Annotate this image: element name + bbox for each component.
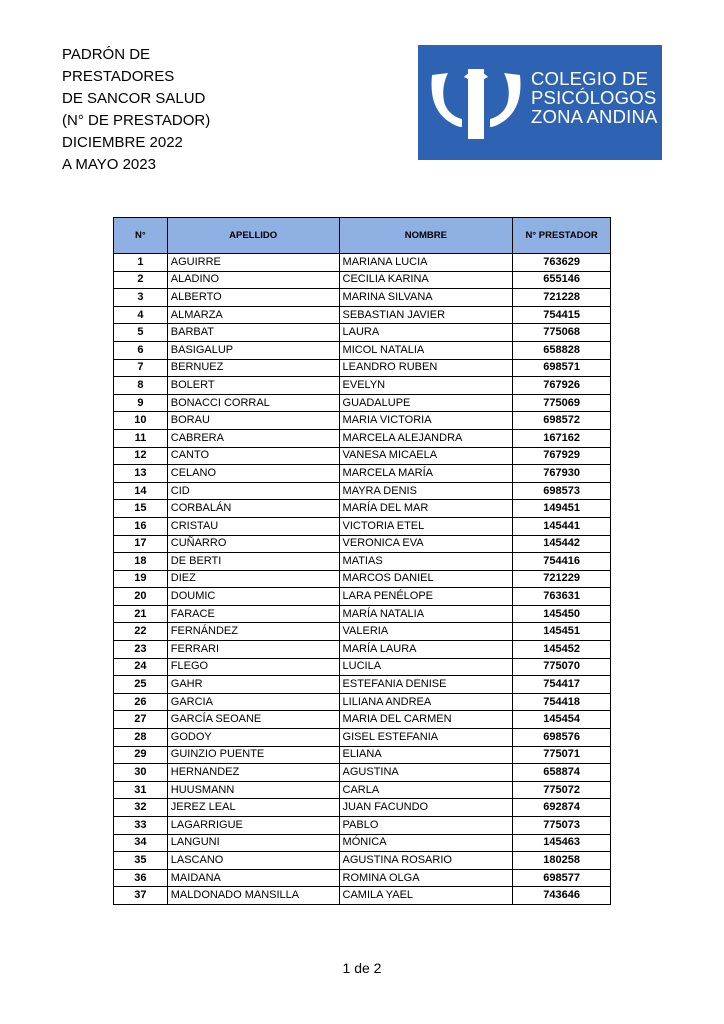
provider-number-cell: 145450 <box>513 605 611 623</box>
table-header-row <box>114 218 611 254</box>
title-line: (N° DE PRESTADOR) <box>62 112 211 129</box>
name-cell: GUADALUPE <box>339 394 513 412</box>
name-cell: LUCILA <box>339 658 513 676</box>
name-cell: ROMINA OLGA <box>339 869 513 887</box>
surname-cell: LANGUNI <box>167 834 339 852</box>
surname-cell: HUUSMANN <box>167 781 339 799</box>
surname-cell: BARBAT <box>167 324 339 342</box>
table-row <box>114 641 611 659</box>
surname-cell: GARCIA <box>167 693 339 711</box>
name-cell: VERONICA EVA <box>339 535 513 553</box>
name-cell: SEBASTIAN JAVIER <box>339 306 513 324</box>
surname-cell: FARACE <box>167 605 339 623</box>
table-row <box>114 869 611 887</box>
name-cell: VICTORIA ETEL <box>339 517 513 535</box>
provider-number-cell: 721229 <box>513 570 611 588</box>
provider-number-cell: 145452 <box>513 641 611 659</box>
name-cell: MARCOS DANIEL <box>339 570 513 588</box>
surname-cell: BONACCI CORRAL <box>167 394 339 412</box>
surname-cell: GAHR <box>167 676 339 694</box>
name-cell: MAYRA DENIS <box>339 482 513 500</box>
logo-text-line: ZONA ANDINA <box>531 106 658 127</box>
table-row <box>114 482 611 500</box>
document-title <box>62 44 210 176</box>
name-cell: EVELYN <box>339 377 513 395</box>
table-row <box>114 623 611 641</box>
table-row <box>114 693 611 711</box>
provider-number-cell: 167162 <box>513 429 611 447</box>
provider-number-cell: 775068 <box>513 324 611 342</box>
column-header-surname: APELLIDO <box>167 218 339 254</box>
provider-number-cell: 145463 <box>513 834 611 852</box>
name-cell: LILIANA ANDREA <box>339 693 513 711</box>
surname-cell: CUÑARRO <box>167 535 339 553</box>
surname-cell: CANTO <box>167 447 339 465</box>
provider-number-cell: 775071 <box>513 746 611 764</box>
name-cell: MARÍA DEL MAR <box>339 500 513 518</box>
table-row <box>114 852 611 870</box>
table-row <box>114 711 611 729</box>
surname-cell: FERRARI <box>167 641 339 659</box>
name-cell: AGUSTINA <box>339 764 513 782</box>
row-number: 20 <box>114 588 168 606</box>
table-row <box>114 359 611 377</box>
surname-cell: GARCÍA SEOANE <box>167 711 339 729</box>
table-row <box>114 570 611 588</box>
row-number: 4 <box>114 306 168 324</box>
row-number: 1 <box>114 254 168 272</box>
title-line: DICIEMBRE 2022 <box>62 134 183 151</box>
row-number: 15 <box>114 500 168 518</box>
provider-number-cell: 763629 <box>513 254 611 272</box>
row-number: 30 <box>114 764 168 782</box>
title-line: A MAYO 2023 <box>62 156 156 173</box>
surname-cell: CABRERA <box>167 429 339 447</box>
row-number: 23 <box>114 641 168 659</box>
row-number: 24 <box>114 658 168 676</box>
provider-number-cell: 145451 <box>513 623 611 641</box>
provider-number-cell: 767929 <box>513 447 611 465</box>
row-number: 29 <box>114 746 168 764</box>
surname-cell: MAIDANA <box>167 869 339 887</box>
provider-number-cell: 754415 <box>513 306 611 324</box>
table-row <box>114 447 611 465</box>
surname-cell: CID <box>167 482 339 500</box>
name-cell: MARIANA LUCIA <box>339 254 513 272</box>
title-line: PRESTADORES <box>62 68 175 85</box>
row-number: 10 <box>114 412 168 430</box>
surname-cell: GODOY <box>167 729 339 747</box>
table-row <box>114 429 611 447</box>
logo-text-line: COLEGIO DE <box>531 68 649 89</box>
table-row <box>114 412 611 430</box>
psi-symbol-icon <box>428 67 524 139</box>
table-row <box>114 658 611 676</box>
provider-number-cell: 754416 <box>513 553 611 571</box>
row-number: 19 <box>114 570 168 588</box>
name-cell: LARA PENÉLOPE <box>339 588 513 606</box>
row-number: 33 <box>114 817 168 835</box>
table-row <box>114 764 611 782</box>
column-header-number: N° <box>114 218 168 254</box>
surname-cell: BERNUEZ <box>167 359 339 377</box>
table-row <box>114 324 611 342</box>
name-cell: ELIANA <box>339 746 513 764</box>
title-line: DE SANCOR SALUD <box>62 90 206 107</box>
name-cell: MARÍA NATALIA <box>339 605 513 623</box>
surname-cell: BASIGALUP <box>167 341 339 359</box>
row-number: 17 <box>114 535 168 553</box>
table-row <box>114 834 611 852</box>
name-cell: PABLO <box>339 817 513 835</box>
row-number: 27 <box>114 711 168 729</box>
table-body <box>114 254 611 905</box>
row-number: 12 <box>114 447 168 465</box>
name-cell: MARCELA MARÍA <box>339 465 513 483</box>
table-row <box>114 535 611 553</box>
table-row <box>114 781 611 799</box>
surname-cell: FLEGO <box>167 658 339 676</box>
table-row <box>114 605 611 623</box>
provider-number-cell: 698576 <box>513 729 611 747</box>
provider-number-cell: 180258 <box>513 852 611 870</box>
table-row <box>114 289 611 307</box>
name-cell: MARÍA LAURA <box>339 641 513 659</box>
table-row <box>114 517 611 535</box>
name-cell: CECILIA KARINA <box>339 271 513 289</box>
name-cell: MARCELA ALEJANDRA <box>339 429 513 447</box>
provider-number-cell: 692874 <box>513 799 611 817</box>
provider-number-cell: 658828 <box>513 341 611 359</box>
row-number: 5 <box>114 324 168 342</box>
row-number: 34 <box>114 834 168 852</box>
row-number: 9 <box>114 394 168 412</box>
provider-number-cell: 721228 <box>513 289 611 307</box>
provider-number-cell: 149451 <box>513 500 611 518</box>
name-cell: VALERIA <box>339 623 513 641</box>
name-cell: GISEL ESTEFANIA <box>339 729 513 747</box>
name-cell: MATIAS <box>339 553 513 571</box>
provider-number-cell: 698573 <box>513 482 611 500</box>
table-row <box>114 377 611 395</box>
row-number: 8 <box>114 377 168 395</box>
name-cell: CARLA <box>339 781 513 799</box>
table-row <box>114 341 611 359</box>
surname-cell: ALBERTO <box>167 289 339 307</box>
column-header-name: NOMBRE <box>339 218 513 254</box>
row-number: 35 <box>114 852 168 870</box>
table-row <box>114 817 611 835</box>
table-row <box>114 746 611 764</box>
surname-cell: DOUMIC <box>167 588 339 606</box>
table-row <box>114 887 611 905</box>
page-number: 1 de 2 <box>342 960 382 976</box>
provider-number-cell: 763631 <box>513 588 611 606</box>
row-number: 26 <box>114 693 168 711</box>
row-number: 2 <box>114 271 168 289</box>
row-number: 28 <box>114 729 168 747</box>
surname-cell: DIEZ <box>167 570 339 588</box>
table-row <box>114 676 611 694</box>
name-cell: VANESA MICAELA <box>339 447 513 465</box>
row-number: 22 <box>114 623 168 641</box>
title-line: PADRÓN DE <box>62 46 151 63</box>
surname-cell: LAGARRIGUE <box>167 817 339 835</box>
row-number: 32 <box>114 799 168 817</box>
surname-cell: HERNANDEZ <box>167 764 339 782</box>
name-cell: MARINA SILVANA <box>339 289 513 307</box>
provider-number-cell: 743646 <box>513 887 611 905</box>
name-cell: JUAN FACUNDO <box>339 799 513 817</box>
row-number: 3 <box>114 289 168 307</box>
row-number: 21 <box>114 605 168 623</box>
name-cell: CAMILA YAEL <box>339 887 513 905</box>
surname-cell: MALDONADO MANSILLA <box>167 887 339 905</box>
table-row <box>114 394 611 412</box>
name-cell: MICOL NATALIA <box>339 341 513 359</box>
row-number: 6 <box>114 341 168 359</box>
table-row <box>114 729 611 747</box>
row-number: 25 <box>114 676 168 694</box>
provider-number-cell: 145441 <box>513 517 611 535</box>
row-number: 37 <box>114 887 168 905</box>
provider-number-cell: 767930 <box>513 465 611 483</box>
provider-number-cell: 698571 <box>513 359 611 377</box>
surname-cell: CELANO <box>167 465 339 483</box>
row-number: 14 <box>114 482 168 500</box>
surname-cell: AGUIRRE <box>167 254 339 272</box>
name-cell: MÓNICA <box>339 834 513 852</box>
provider-number-cell: 775070 <box>513 658 611 676</box>
table-row <box>114 271 611 289</box>
row-number: 18 <box>114 553 168 571</box>
name-cell: MARIA DEL CARMEN <box>339 711 513 729</box>
provider-number-cell: 145442 <box>513 535 611 553</box>
row-number: 11 <box>114 429 168 447</box>
surname-cell: CORBALÁN <box>167 500 339 518</box>
table-row <box>114 588 611 606</box>
row-number: 31 <box>114 781 168 799</box>
surname-cell: LASCANO <box>167 852 339 870</box>
surname-cell: DE BERTI <box>167 553 339 571</box>
providers-table <box>113 217 611 905</box>
name-cell: MARIA VICTORIA <box>339 412 513 430</box>
provider-number-cell: 775073 <box>513 817 611 835</box>
name-cell: LEANDRO RUBEN <box>339 359 513 377</box>
provider-number-cell: 698572 <box>513 412 611 430</box>
table-row <box>114 500 611 518</box>
table-row <box>114 306 611 324</box>
row-number: 7 <box>114 359 168 377</box>
provider-number-cell: 775072 <box>513 781 611 799</box>
provider-number-cell: 655146 <box>513 271 611 289</box>
colegio-logo <box>418 45 662 160</box>
provider-number-cell: 754417 <box>513 676 611 694</box>
surname-cell: CRISTAU <box>167 517 339 535</box>
name-cell: ESTEFANIA DENISE <box>339 676 513 694</box>
table-row <box>114 553 611 571</box>
surname-cell: ALMARZA <box>167 306 339 324</box>
row-number: 16 <box>114 517 168 535</box>
provider-number-cell: 145454 <box>513 711 611 729</box>
table-row <box>114 465 611 483</box>
row-number: 13 <box>114 465 168 483</box>
provider-number-cell: 658874 <box>513 764 611 782</box>
provider-number-cell: 754418 <box>513 693 611 711</box>
logo-text-line: PSICÓLOGOS <box>531 87 657 108</box>
table-row <box>114 254 611 272</box>
row-number: 36 <box>114 869 168 887</box>
table-row <box>114 799 611 817</box>
column-header-provider-number: N° PRESTADOR <box>513 218 611 254</box>
provider-number-cell: 698577 <box>513 869 611 887</box>
surname-cell: GUINZIO PUENTE <box>167 746 339 764</box>
surname-cell: BOLERT <box>167 377 339 395</box>
surname-cell: FERNÁNDEZ <box>167 623 339 641</box>
surname-cell: BORAU <box>167 412 339 430</box>
name-cell: LAURA <box>339 324 513 342</box>
provider-number-cell: 767926 <box>513 377 611 395</box>
surname-cell: JEREZ LEAL <box>167 799 339 817</box>
provider-number-cell: 775069 <box>513 394 611 412</box>
name-cell: AGUSTINA ROSARIO <box>339 852 513 870</box>
surname-cell: ALADINO <box>167 271 339 289</box>
logo-wordmark <box>531 69 658 126</box>
